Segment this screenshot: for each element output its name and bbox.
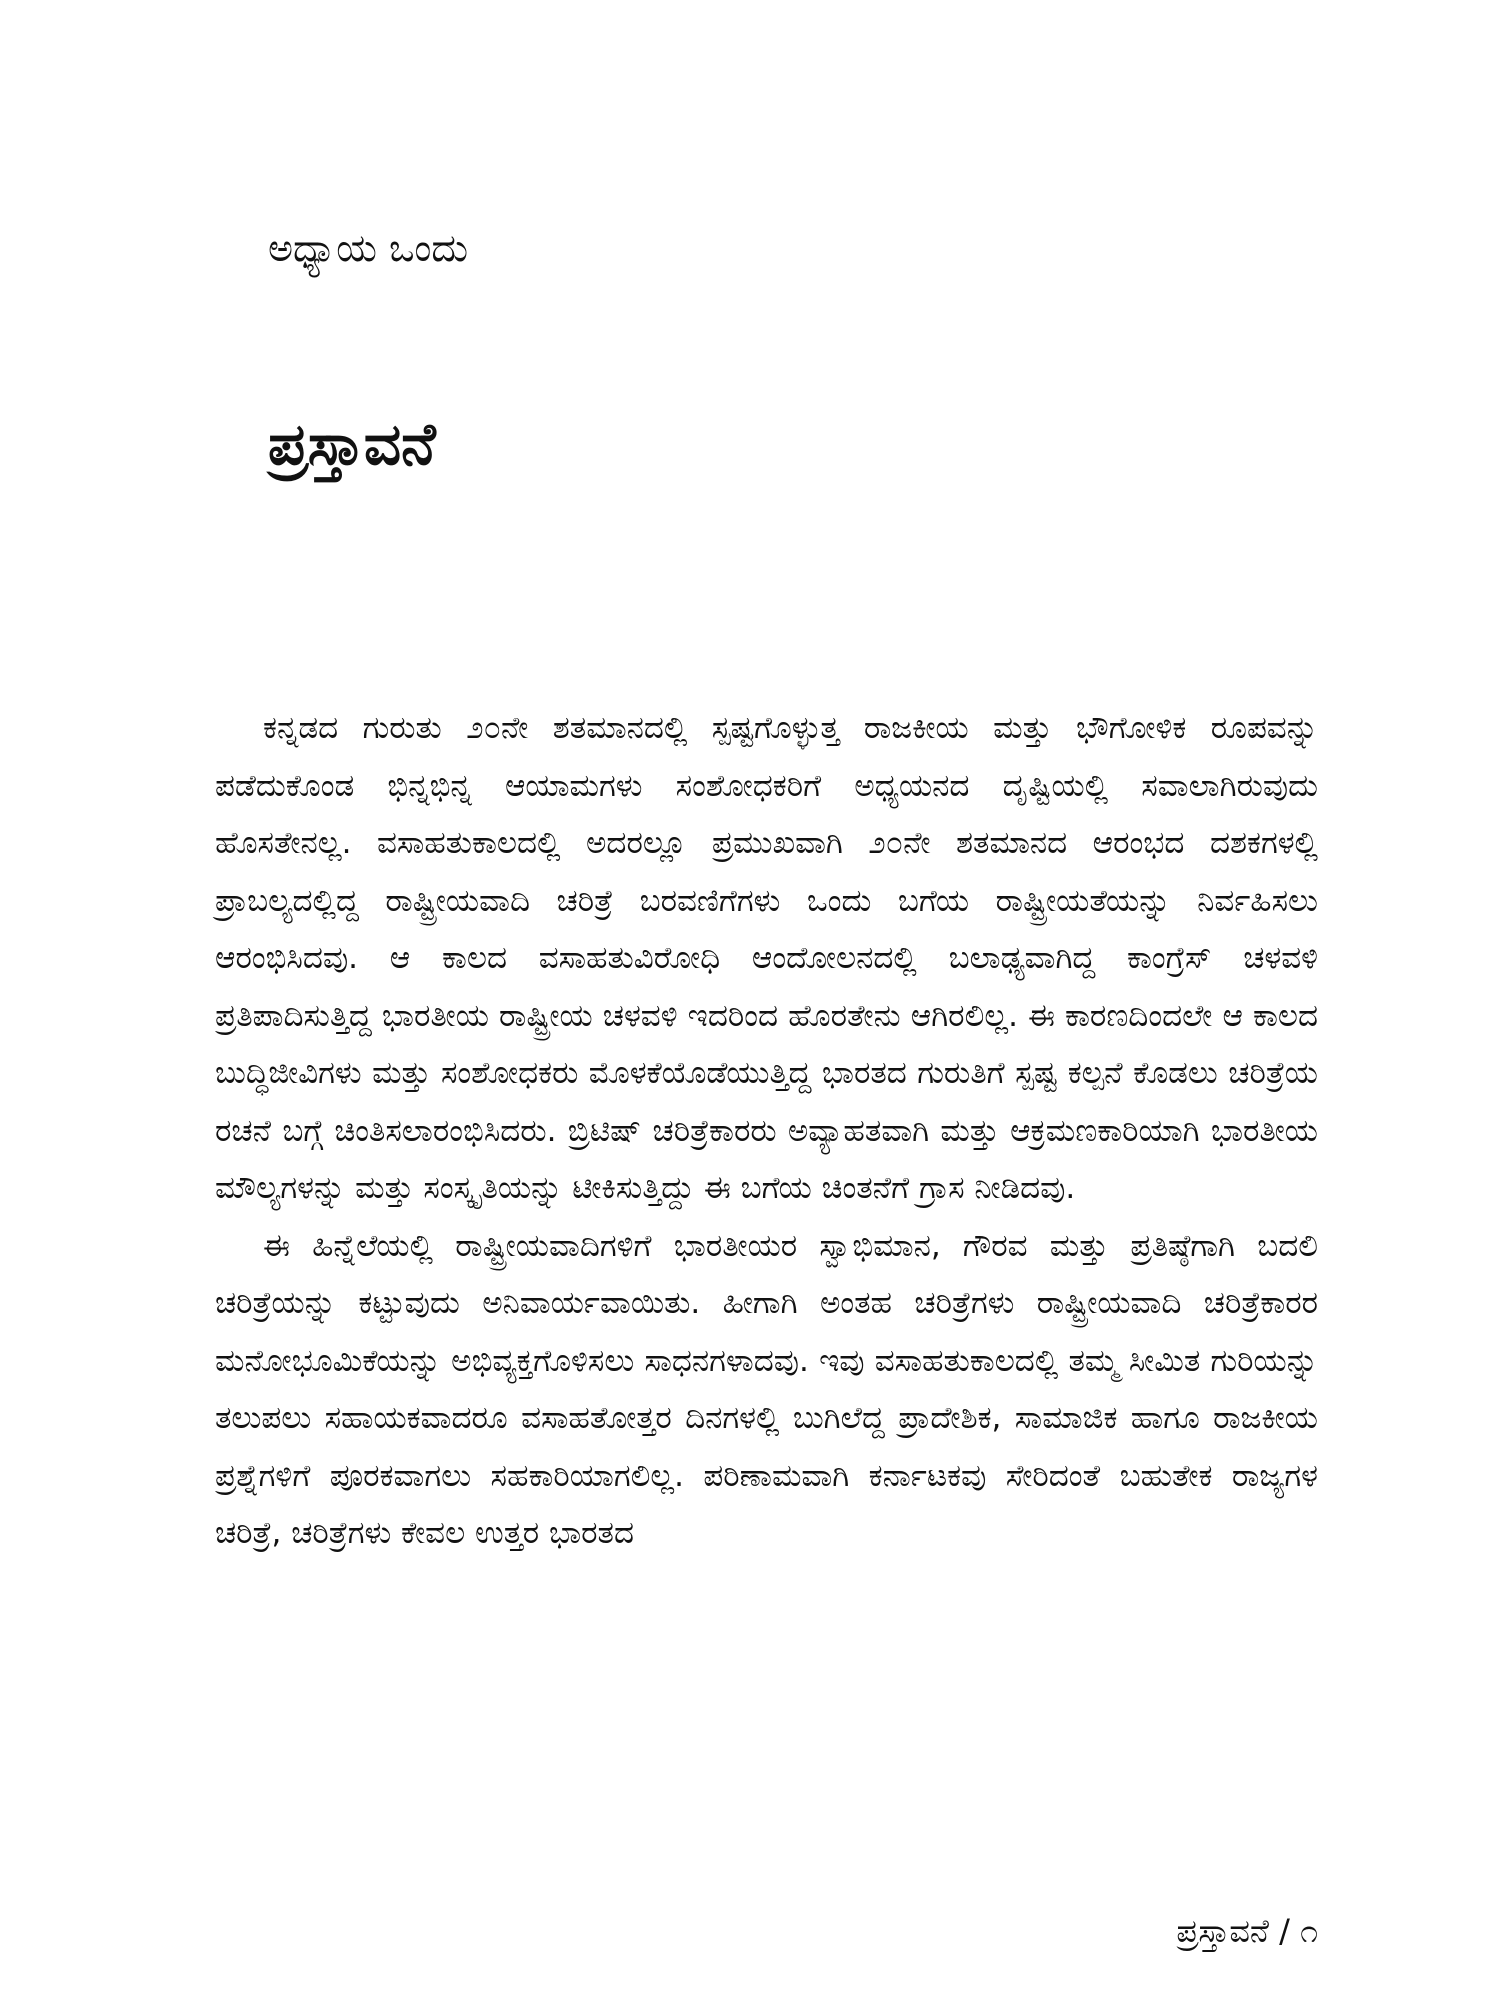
chapter-title: ಪ್ರಸ್ತಾವನೆ (268, 410, 436, 478)
paragraph: ಕನ್ನಡದ ಗುರುತು ೨೦ನೇ ಶತಮಾನದಲ್ಲಿ ಸ್ಪಷ್ಟಗೊಳ್ಳುತ್ತ ರಾಜಕೀಯ ಮತ್ತು ಭೌಗೋಳಿಕ ರೂಪವನ್ನು ಪಡೆದುಕೊಂಡ ಭಿನ್ನಭಿನ್ನ ಆಯಾಮಗಳು ಸಂಶೋಧಕರಿಗೆ ಅಧ್ಯಯನದ ದೃಷ್ಟಿಯಲ್ಲಿ ಸವಾಲಾಗಿರುವುದು ಹೊಸತೇನಲ್ಲ. ವಸಾಹತುಕಾಲದಲ್ಲಿ ಅದರಲ್ಲೂ ಪ್ರಮುಖವಾಗಿ ೨೦ನೇ ಶತಮಾನದ ಆರಂಭದ ದಶಕಗಳಲ್ಲಿ ಪ್ರಾಬಲ್ಯದಲ್ಲಿದ್ದ ರಾಷ್ಟ್ರೀಯವಾದಿ ಚರಿತ್ರೆ ಬರವಣಿಗೆಗಳು ಒಂದು ಬಗೆಯ ರಾಷ್ಟ್ರೀಯತೆಯನ್ನು ನಿರ್ವಹಿಸಲು ಆರಂಭಿಸಿದವು. ಆ ಕಾಲದ ವಸಾಹತುವಿರೋಧಿ ಆಂದೋಲನದಲ್ಲಿ ಬಲಾಢ್ಯವಾಗಿದ್ದ ಕಾಂಗ್ರೆಸ್ ಚಳವಳಿ ಪ್ರತಿಪಾದಿಸುತ್ತಿದ್ದ ಭಾರತೀಯ ರಾಷ್ಟ್ರೀಯ ಚಳವಳಿ ಇದರಿಂದ ಹೊರತೇನು ಆಗಿರಲಿಲ್ಲ. ಈ ಕಾರಣದಿಂದಲೇ ಆ ಕಾಲದ ಬುದ್ಧಿಜೀವಿಗಳು ಮತ್ತು ಸಂಶೋಧಕರು ಮೊಳಕೆಯೊಡೆಯುತ್ತಿದ್ದ ಭಾರತದ ಗುರುತಿಗೆ ಸ್ಪಷ್ಟ ಕಲ್ಪನೆ ಕೊಡಲು ಚರಿತ್ರೆಯ ರಚನೆ ಬಗ್ಗೆ ಚಿಂತಿಸಲಾರಂಭಿಸಿದರು. ಬ್ರಿಟಿಷ್ ಚರಿತ್ರೆಕಾರರು ಅವ್ಯಾಹತವಾಗಿ ಮತ್ತು ಆಕ್ರಮಣಕಾರಿಯಾಗಿ ಭಾರತೀಯ ಮೌಲ್ಯಗಳನ್ನು ಮತ್ತು ಸಂಸ್ಕೃತಿಯನ್ನು ಟೀಕಿಸುತ್ತಿದ್ದು ಈ ಬಗೆಯ ಚಿಂತನೆಗೆ ಗ್ರಾಸ ನೀಡಿದವು. (215, 710, 1318, 1206)
chapter-label: ಅಧ್ಯಾಯ ಒಂದು (268, 226, 469, 270)
body-text (215, 700, 1318, 1563)
paragraph: ಈ ಹಿನ್ನೆಲೆಯಲ್ಲಿ ರಾಷ್ಟ್ರೀಯವಾದಿಗಳಿಗೆ ಭಾರತೀಯರ ಸ್ವಾಭಿಮಾನ, ಗೌರವ ಮತ್ತು ಪ್ರತಿಷ್ಠೆಗಾಗಿ ಬದಲಿ ಚರಿತ್ರೆಯನ್ನು ಕಟ್ಟುವುದು ಅನಿವಾರ್ಯವಾಯಿತು. ಹೀಗಾಗಿ ಅಂತಹ ಚರಿತ್ರೆಗಳು ರಾಷ್ಟ್ರೀಯವಾದಿ ಚರಿತ್ರೆಕಾರರ ಮನೋಭೂಮಿಕೆಯನ್ನು ಅಭಿವ್ಯಕ್ತಗೊಳಿಸಲು ಸಾಧನಗಳಾದವು. ಇವು ವಸಾಹತುಕಾಲದಲ್ಲಿ ತಮ್ಮ ಸೀಮಿತ ಗುರಿಯನ್ನು ತಲುಪಲು ಸಹಾಯಕವಾದರೂ ವಸಾಹತೋತ್ತರ ದಿನಗಳಲ್ಲಿ ಬುಗಿಲೆದ್ದ ಪ್ರಾದೇಶಿಕ, ಸಾಮಾಜಿಕ ಹಾಗೂ ರಾಜಕೀಯ ಪ್ರಶ್ನೆಗಳಿಗೆ ಪೂರಕವಾಗಲು ಸಹಕಾರಿಯಾಗಲಿಲ್ಲ. ಪರಿಣಾಮವಾಗಿ ಕರ್ನಾಟಕವು ಸೇರಿದಂತೆ ಬಹುತೇಕ ರಾಜ್ಯಗಳ ಚರಿತ್ರೆ, ಚರಿತ್ರೆಗಳು ಕೇವಲ ಉತ್ತರ ಭಾರತದ (215, 1227, 1318, 1551)
running-footer: ಪ್ರಸ್ತಾವನೆ / ೧ (1176, 1912, 1318, 1950)
